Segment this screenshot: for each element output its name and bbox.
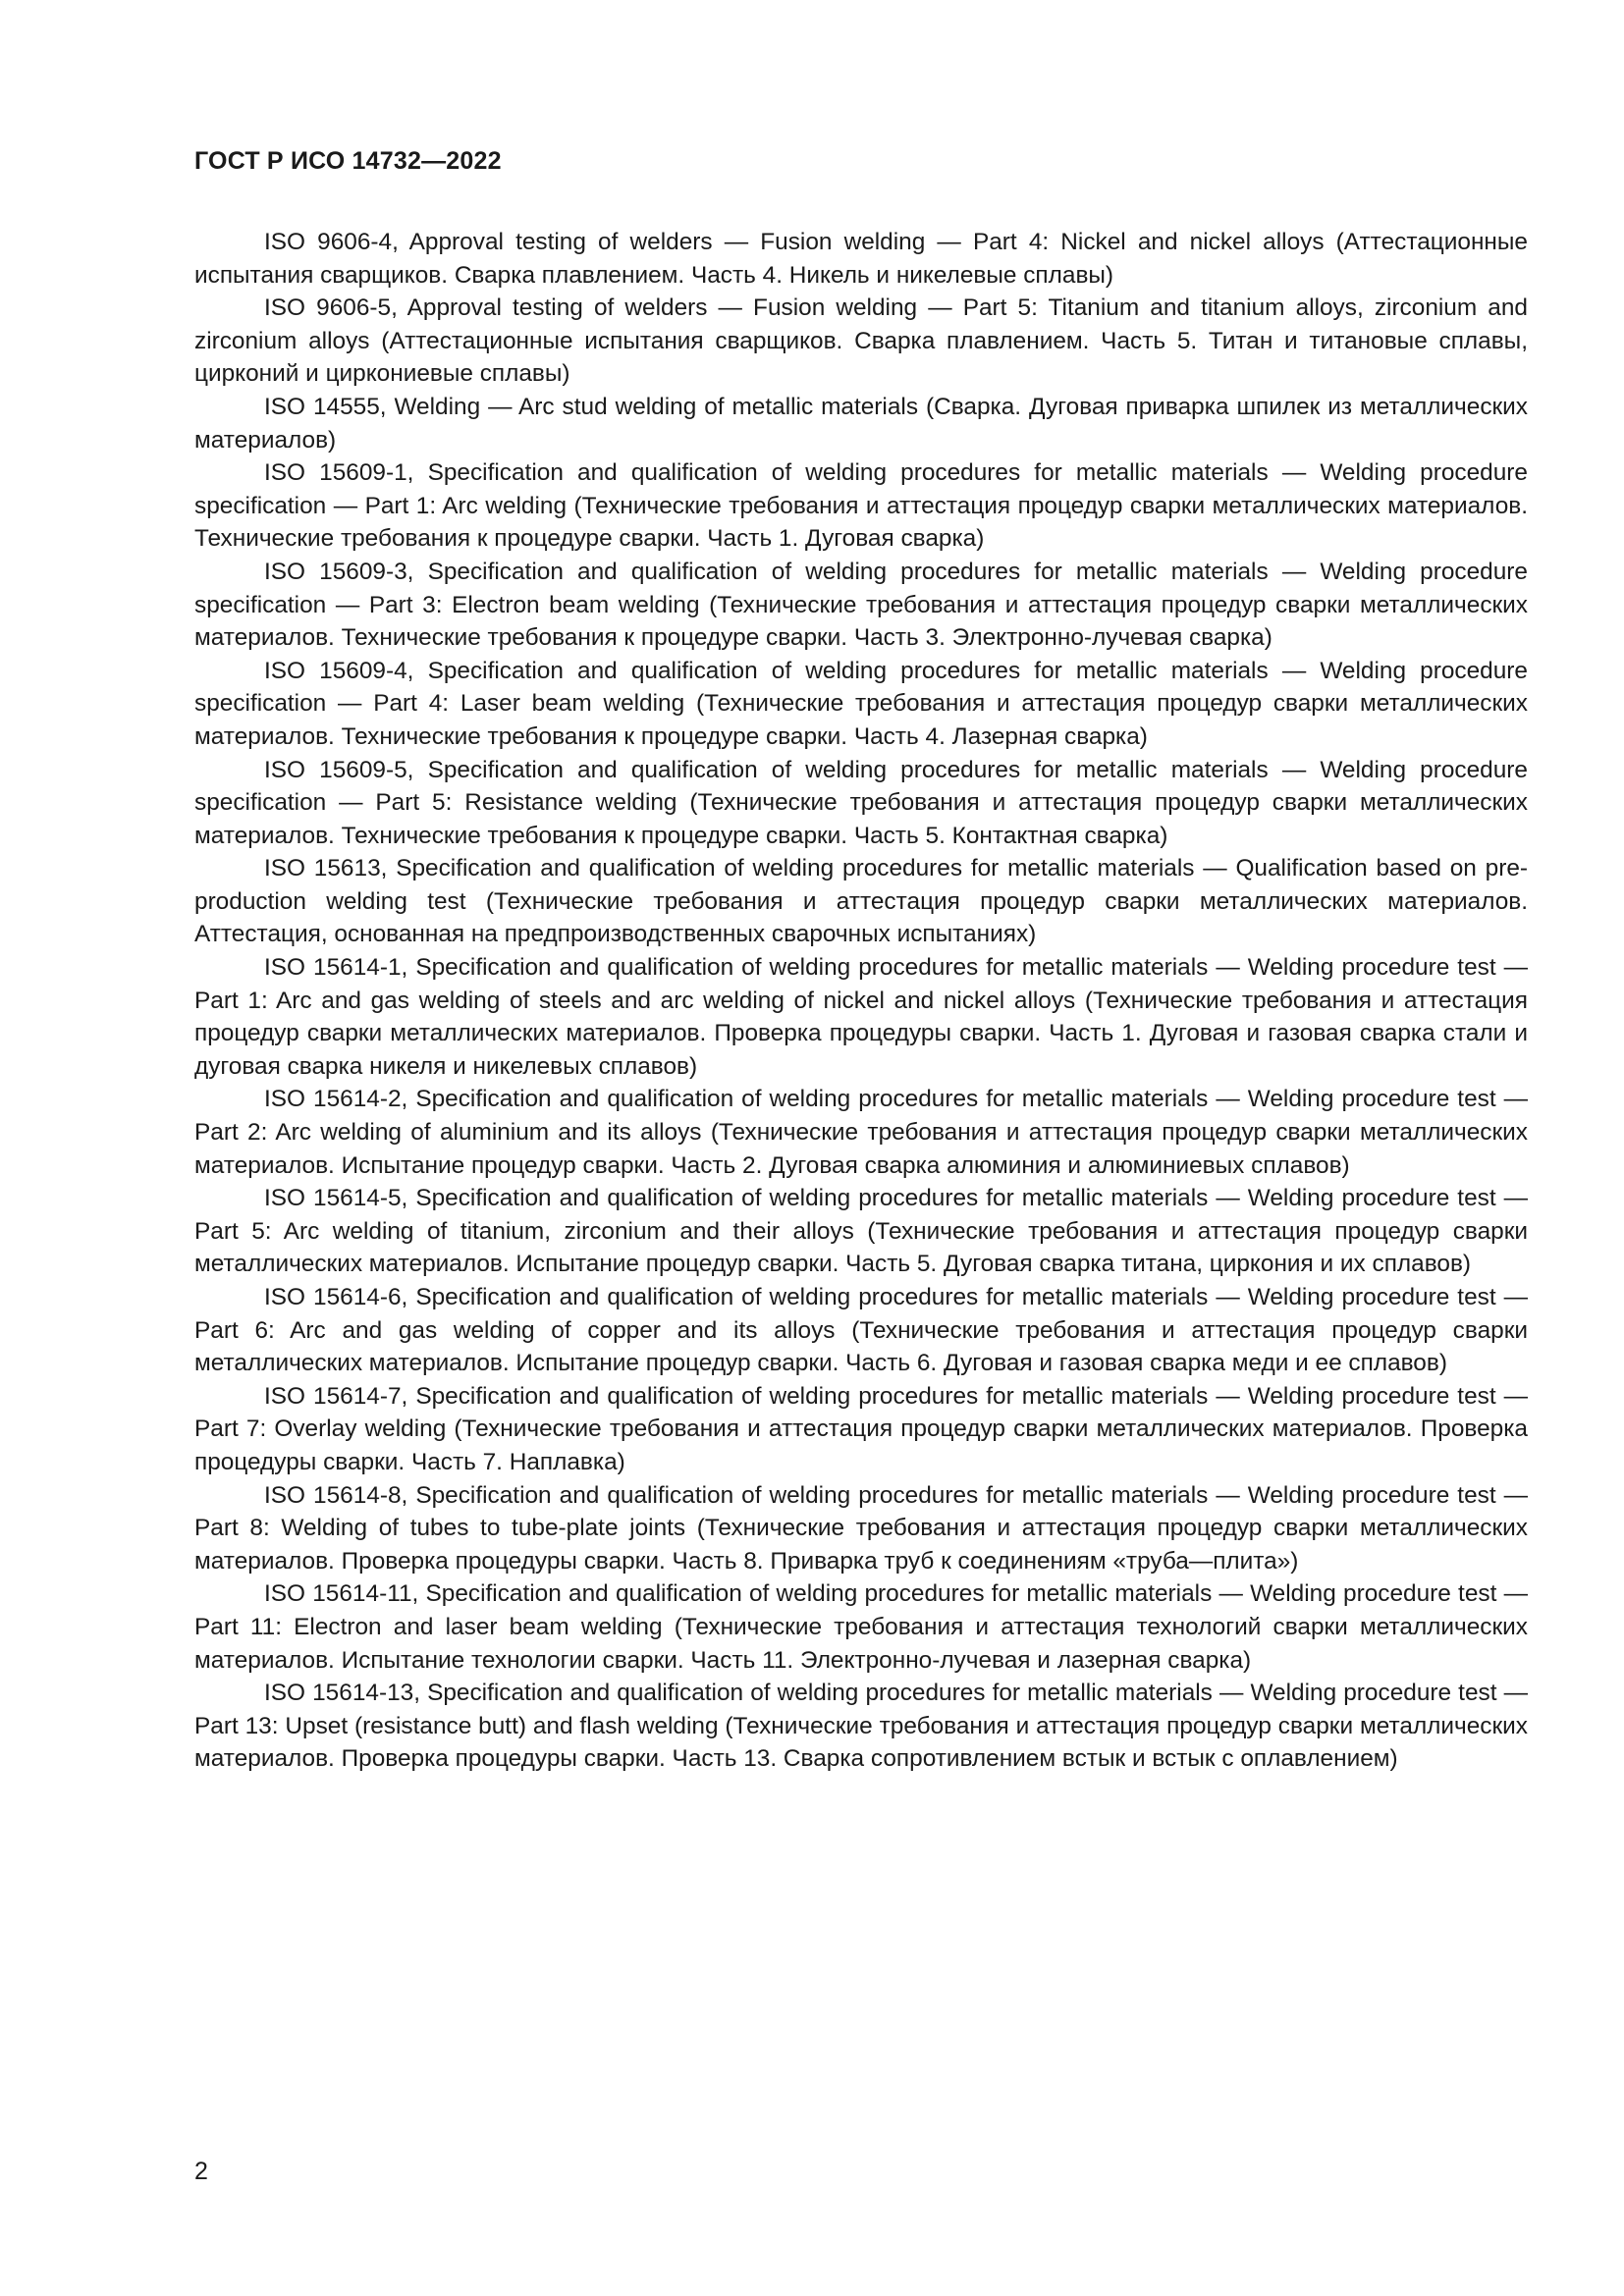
- reference-entry: ISO 15609-3, Specification and qualification of welding procedures for metallic materials — Welding procedure specification — Part 3: Electron beam welding (Технические требования и аттестация процедур сварки металлических материалов. Технические требования к процедуре сварки. Часть 3. Электронно-лучевая сварка): [194, 558, 1528, 652]
- reference-entry: ISO 15614-2, Specification and qualification of welding procedures for metallic materials — Welding procedure test — Part 2: Arc welding of aluminium and its alloys (Технические требования и аттестация процедур сварки металлических материалов. Испытание процедур сварки. Часть 2. Дуговая сварка алюминия и алюминиевых сплавов): [194, 1086, 1528, 1179]
- page-number: 2: [194, 2158, 208, 2185]
- reference-entry: ISO 15609-5, Specification and qualification of welding procedures for metallic materials — Welding procedure specification — Part 5: Resistance welding (Технические требования и аттестация процедур сварки металлических материалов. Технические требования к процедуре сварки. Часть 5. Контактная сварка): [194, 756, 1528, 849]
- reference-entry: ISO 15614-1, Specification and qualification of welding procedures for metallic materials — Welding procedure test — Part 1: Arc and gas welding of steels and arc welding of nickel and nickel alloys (Технические требования и аттестация процедур сварки металлических материалов. Проверка процедуры сварки. Часть 1. Дуговая и газовая сварка стали и дуговая сварка никеля и никелевых сплавов): [194, 954, 1528, 1080]
- reference-entry: ISO 15609-1, Specification and qualification of welding procedures for metallic materials — Welding procedure specification — Part 1: Arc welding (Технические требования и аттестация процедур сварки металлических материалов. Технические требования к процедуре сварки. Часть 1. Дуговая сварка): [194, 459, 1528, 553]
- reference-entry: ISO 15614-7, Specification and qualification of welding procedures for metallic materials — Welding procedure test — Part 7: Overlay welding (Технические требования и аттестация процедур сварки металлических материалов. Проверка процедуры сварки. Часть 7. Наплавка): [194, 1382, 1528, 1475]
- reference-entry: ISO 9606-4, Approval testing of welders — Fusion welding — Part 4: Nickel and nickel alloys (Аттестационные испытания сварщиков. Сварка плавлением. Часть 4. Никель и никелевые сплавы): [194, 229, 1528, 289]
- reference-entry: ISO 15609-4, Specification and qualification of welding procedures for metallic materials — Welding procedure specification — Part 4: Laser beam welding (Технические требования и аттестация процедур сварки металлических материалов. Технические требования к процедуре сварки. Часть 4. Лазерная сварка): [194, 657, 1528, 750]
- reference-entry: ISO 15614-6, Specification and qualification of welding procedures for metallic materials — Welding procedure test — Part 6: Arc and gas welding of copper and its alloys (Технические требования и аттестация процедур сварки металлических материалов. Испытание процедур сварки. Часть 6. Дуговая и газовая сварка меди и ее сплавов): [194, 1284, 1528, 1377]
- reference-entry: ISO 14555, Welding — Arc stud welding of metallic materials (Сварка. Дуговая приварка шпилек из металлических материалов): [194, 393, 1528, 454]
- reference-entry: ISO 9606-5, Approval testing of welders — Fusion welding — Part 5: Titanium and titanium alloys, zirconium and zirconium alloys (Аттестационные испытания сварщиков. Сварка плавлением. Часть 5. Титан и титановые сплавы, цирконий и циркониевые сплавы): [194, 294, 1528, 388]
- document-header: ГОСТ Р ИСО 14732—2022: [194, 147, 502, 175]
- reference-entry: ISO 15613, Specification and qualification of welding procedures for metallic materials — Qualification based on pre-production welding test (Технические требования и аттестация процедур сварки металлических материалов. Аттестация, основанная на предпроизводственных сварочных испытаниях): [194, 855, 1528, 948]
- reference-entry: ISO 15614-8, Specification and qualification of welding procedures for metallic materials — Welding procedure test — Part 8: Welding of tubes to tube-plate joints (Технические требования и аттестация процедур сварки металлических материалов. Проверка процедуры сварки. Часть 8. Приварка труб к соединениям «труба—плита»): [194, 1481, 1528, 1575]
- normative-references-list: [194, 226, 1528, 1776]
- reference-entry: ISO 15614-5, Specification and qualification of welding procedures for metallic materials — Welding procedure test — Part 5: Arc welding of titanium, zirconium and their alloys (Технические требования и аттестация процедур сварки металлических материалов. Испытание процедур сварки. Часть 5. Дуговая сварка титана, циркония и их сплавов): [194, 1185, 1528, 1278]
- reference-entry: ISO 15614-13, Specification and qualification of welding procedures for metallic materials — Welding procedure test — Part 13: Upset (resistance butt) and flash welding (Технические требования и аттестация процедур сварки металлических материалов. Проверка процедуры сварки. Часть 13. Сварка сопротивлением встык и встык с оплавлением): [194, 1680, 1528, 1773]
- reference-entry: ISO 15614-11, Specification and qualification of welding procedures for metallic materials — Welding procedure test — Part 11: Electron and laser beam welding (Технические требования и аттестация технологий сварки металлических материалов. Испытание технологии сварки. Часть 11. Электронно-лучевая и лазерная сварка): [194, 1580, 1528, 1674]
